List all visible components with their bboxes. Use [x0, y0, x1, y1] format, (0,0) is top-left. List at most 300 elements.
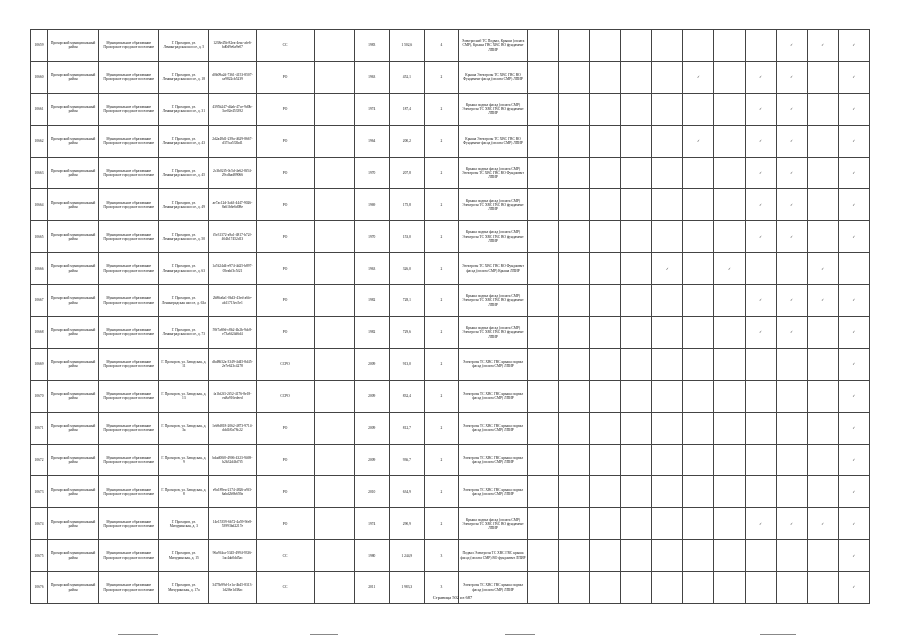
- empty-mark-cell: [652, 189, 683, 221]
- floors-cell: 2: [424, 476, 458, 508]
- row-number: 10675: [31, 540, 48, 572]
- check-mark-icon: ✓: [807, 30, 838, 62]
- check-mark-icon: ✓: [745, 125, 776, 157]
- build-year-cell: 2010: [354, 476, 389, 508]
- empty-mark-cell: [714, 61, 745, 93]
- empty-mark-cell: [714, 508, 745, 540]
- district-cell: Прохорский муниципальный район: [48, 572, 99, 604]
- area-cell: 153,0: [389, 221, 424, 253]
- empty-mark-cell: [652, 476, 683, 508]
- check-mark-icon: ✓: [838, 380, 869, 412]
- check-mark-icon: ✓: [776, 157, 807, 189]
- check-mark-icon: ✓: [838, 348, 869, 380]
- empty-mark-cell: [714, 412, 745, 444]
- guid-cell: bdad00f0-4906-4323-9469-b2b32d4bf7f5: [209, 444, 256, 476]
- address-cell: Г. Прохоров, ул. Мичуринская, д. 15: [159, 540, 209, 572]
- empty-mark-cell: [621, 125, 652, 157]
- area-cell: 812,7: [389, 412, 424, 444]
- municipality-cell: Муниципальное образование Прохорское городское поселение: [99, 221, 159, 253]
- build-year-cell: 1974: [354, 508, 389, 540]
- row-number: 10673: [31, 476, 48, 508]
- empty-mark-cell: [528, 93, 559, 125]
- scan-edge-mark: [760, 634, 796, 635]
- check-mark-icon: ✓: [745, 189, 776, 221]
- municipality-cell: Муниципальное образование Прохорское городское поселение: [99, 476, 159, 508]
- empty-mark-cell: [745, 380, 776, 412]
- guid-cell: e9a189ea-2174-4826-a9f3-6abd2b9b659a: [209, 476, 256, 508]
- scan-edge-mark: [118, 634, 158, 635]
- check-mark-icon: ✓: [745, 157, 776, 189]
- empty-mark-cell: [683, 317, 714, 349]
- row-number: 10664: [31, 189, 48, 221]
- build-year-cell: 1969: [354, 189, 389, 221]
- empty-mark-cell: [528, 317, 559, 349]
- municipality-cell: Муниципальное образование Прохорское городское поселение: [99, 380, 159, 412]
- floors-cell: 2: [424, 444, 458, 476]
- check-mark-icon: ✓: [807, 508, 838, 540]
- empty-mark-cell: [807, 125, 838, 157]
- build-year-cell: 1980: [354, 540, 389, 572]
- empty-mark-cell: [528, 253, 559, 285]
- build-year-cell: 2009: [354, 380, 389, 412]
- municipality-cell: Муниципальное образование Прохорское городское поселение: [99, 61, 159, 93]
- empty-mark-cell: [714, 380, 745, 412]
- row-number: 10666: [31, 253, 48, 285]
- table-row: [31, 189, 870, 221]
- empty-mark-cell: [590, 125, 621, 157]
- works-list-cell: Крыша подвал фасад (оплата СМР) Электроэн ТС ХВС ГВС ВО Фундамент ЛПИР: [458, 157, 527, 189]
- wall-material-cell: РО: [256, 317, 314, 349]
- empty-mark-cell: [745, 348, 776, 380]
- check-mark-icon: ✓: [776, 189, 807, 221]
- address-cell: Г. Прохоров, ул. Заводская, д. 11: [159, 348, 209, 380]
- row-number: 10672: [31, 444, 48, 476]
- guid-cell: 1eb9d818-2062-4873-9714-ddd1f0a78c22: [209, 412, 256, 444]
- empty-mark-cell: [776, 540, 807, 572]
- check-mark-icon: ✓: [776, 221, 807, 253]
- empty-mark-cell: [745, 253, 776, 285]
- check-mark-icon: ✓: [745, 61, 776, 93]
- check-mark-icon: ✓: [838, 540, 869, 572]
- empty-mark-cell: [776, 476, 807, 508]
- check-mark-icon: ✓: [745, 285, 776, 317]
- check-mark-icon: ✓: [838, 61, 869, 93]
- empty-mark-cell: [807, 157, 838, 189]
- municipality-cell: Муниципальное образование Прохорское городское поселение: [99, 93, 159, 125]
- empty-mark-cell: [714, 285, 745, 317]
- empty-mark-cell: [807, 317, 838, 349]
- floors-cell: 2: [424, 317, 458, 349]
- empty-mark-cell: [559, 189, 590, 221]
- empty-mark-cell: [652, 380, 683, 412]
- empty-cell: [314, 508, 354, 540]
- empty-mark-cell: [590, 476, 621, 508]
- district-cell: Прохорский муниципальный район: [48, 253, 99, 285]
- check-mark-icon: ✓: [776, 285, 807, 317]
- district-cell: Прохорский муниципальный район: [48, 125, 99, 157]
- floors-cell: 3: [424, 540, 458, 572]
- area-cell: 936,7: [389, 444, 424, 476]
- empty-mark-cell: [590, 412, 621, 444]
- empty-cell: [314, 540, 354, 572]
- row-number: 10659: [31, 30, 48, 62]
- floors-cell: 2: [424, 61, 458, 93]
- row-number: 10661: [31, 93, 48, 125]
- works-list-cell: Электроэн ТС ХВС ГВС ВО Фундамент фасад (оплата СМР) Крыша ЛПИР: [458, 253, 527, 285]
- empty-mark-cell: [652, 412, 683, 444]
- guid-cell: 14e15359-6b72-4a59-9fe8-53993bd2217e: [209, 508, 256, 540]
- floors-cell: 2: [424, 189, 458, 221]
- empty-mark-cell: [683, 380, 714, 412]
- empty-cell: [314, 30, 354, 62]
- address-cell: Г. Прохоров, ул. Ленинградская шоссе, д. 50: [159, 221, 209, 253]
- municipality-cell: Муниципальное образование Прохорское городское поселение: [99, 317, 159, 349]
- address-cell: Г. Прохоров, ул. Ленинградская шоссе, д. 31: [159, 93, 209, 125]
- wall-material-cell: РО: [256, 189, 314, 221]
- municipality-cell: Муниципальное образование Прохорское городское поселение: [99, 572, 159, 604]
- empty-cell: [314, 412, 354, 444]
- row-number: 10668: [31, 317, 48, 349]
- empty-mark-cell: [528, 476, 559, 508]
- register-table: [30, 29, 870, 604]
- empty-mark-cell: [528, 30, 559, 62]
- address-cell: Г. Прохоров, ул. Ленинградская шоссе, д. 43: [159, 125, 209, 157]
- table-row: [31, 412, 870, 444]
- works-list-cell: Крыша подвал фасад (оплата СМР) Электроэн ТС ХВС ГВС ВО фундамент ЛПИР: [458, 508, 527, 540]
- scan-edge-mark: [505, 634, 535, 635]
- build-year-cell: 1970: [354, 157, 389, 189]
- empty-mark-cell: [714, 540, 745, 572]
- wall-material-cell: РО: [256, 93, 314, 125]
- check-mark-icon: ✓: [776, 508, 807, 540]
- build-year-cell: 2009: [354, 444, 389, 476]
- guid-cell: 4395b247-d4ab-47ce-9d0b-3ce02e453392: [209, 93, 256, 125]
- empty-mark-cell: [590, 317, 621, 349]
- guid-cell: dbd8632a-3349-4d45-8d45-2e7e623c4278: [209, 348, 256, 380]
- empty-mark-cell: [559, 540, 590, 572]
- empty-mark-cell: [683, 285, 714, 317]
- works-list-cell: Электроэн ТС ХВС ГВС крыша подвал фасад (оплата СМР) ЛПИР: [458, 444, 527, 476]
- empty-mark-cell: [714, 125, 745, 157]
- wall-material-cell: РО: [256, 476, 314, 508]
- empty-mark-cell: [590, 508, 621, 540]
- empty-mark-cell: [590, 380, 621, 412]
- empty-mark-cell: [714, 476, 745, 508]
- area-cell: 452,1: [389, 61, 424, 93]
- area-cell: 207,8: [389, 157, 424, 189]
- empty-mark-cell: [807, 221, 838, 253]
- empty-mark-cell: [621, 444, 652, 476]
- empty-mark-cell: [590, 285, 621, 317]
- empty-mark-cell: [714, 93, 745, 125]
- address-cell: Г. Прохоров, ул. Ленинградская шоссе, д. 18: [159, 61, 209, 93]
- area-cell: 728,1: [389, 285, 424, 317]
- table-row: [31, 30, 870, 62]
- address-cell: Г. Прохоров, ул. Ленинградская шоссе, д. 63а: [159, 285, 209, 317]
- check-mark-icon: ✓: [838, 93, 869, 125]
- table-row: [31, 61, 870, 93]
- empty-mark-cell: [528, 221, 559, 253]
- check-mark-icon: ✓: [838, 285, 869, 317]
- guid-cell: 96a9f4ca-5345-4994-9336-1ac4ab0dd5ac: [209, 540, 256, 572]
- guid-cell: ae7ac12d-3ab3-4447-9026-8a61b6e6d08e: [209, 189, 256, 221]
- address-cell: Г. Прохоров, ул. Мичуринская, д. 17а: [159, 572, 209, 604]
- empty-cell: [314, 61, 354, 93]
- area-cell: 913,0: [389, 348, 424, 380]
- empty-cell: [314, 476, 354, 508]
- empty-mark-cell: [683, 157, 714, 189]
- empty-mark-cell: [621, 508, 652, 540]
- guid-cell: 3475b99d-1e1a-4b45-8313-1d2f6e1d38ac: [209, 572, 256, 604]
- table-row: [31, 93, 870, 125]
- empty-mark-cell: [559, 93, 590, 125]
- build-year-cell: 2009: [354, 348, 389, 380]
- empty-mark-cell: [652, 61, 683, 93]
- empty-mark-cell: [714, 30, 745, 62]
- empty-mark-cell: [528, 125, 559, 157]
- area-cell: 1 502,6: [389, 30, 424, 62]
- build-year-cell: 1982: [354, 285, 389, 317]
- works-list-cell: Крыша Электроэн ТС ХВС ГВС ВО Фундамент фасад (оплата СМР) ЛПИР: [458, 125, 527, 157]
- address-cell: Г. Прохоров, ул. Ленинградская шоссе, д. 73: [159, 317, 209, 349]
- floors-cell: 2: [424, 380, 458, 412]
- floors-cell: 2: [424, 93, 458, 125]
- empty-mark-cell: [559, 157, 590, 189]
- empty-mark-cell: [776, 380, 807, 412]
- guid-cell: 59f7a69d-c8b2-4b2b-9dc8-e73a6f24d6d4: [209, 317, 256, 349]
- table-row: [31, 476, 870, 508]
- municipality-cell: Муниципальное образование Прохорское городское поселение: [99, 125, 159, 157]
- check-mark-icon: ✓: [838, 30, 869, 62]
- empty-mark-cell: [652, 285, 683, 317]
- empty-mark-cell: [621, 61, 652, 93]
- empty-mark-cell: [807, 380, 838, 412]
- works-list-cell: Электроснаб ТС Подвал, Крыши (оплата СМР), Крыша ГВС ХВС ВО фундамент ЛПИР: [458, 30, 527, 62]
- table-row: [31, 221, 870, 253]
- empty-mark-cell: [652, 157, 683, 189]
- empty-mark-cell: [559, 125, 590, 157]
- floors-cell: 2: [424, 221, 458, 253]
- floors-cell: 2: [424, 508, 458, 540]
- wall-material-cell: СС: [256, 572, 314, 604]
- area-cell: 290,9: [389, 508, 424, 540]
- empty-mark-cell: [683, 253, 714, 285]
- check-mark-icon: ✓: [776, 30, 807, 62]
- wall-material-cell: СС: [256, 540, 314, 572]
- municipality-cell: Муниципальное образование Прохорское городское поселение: [99, 285, 159, 317]
- municipality-cell: Муниципальное образование Прохорское городское поселение: [99, 444, 159, 476]
- empty-mark-cell: [807, 348, 838, 380]
- empty-mark-cell: [621, 317, 652, 349]
- empty-mark-cell: [621, 540, 652, 572]
- guid-cell: fa1bf2f3-2f52-4176-8e18-ea8a916edeed: [209, 380, 256, 412]
- empty-mark-cell: [652, 221, 683, 253]
- address-cell: Г. Прохоров, ул. Мичуринская, д. 3: [159, 508, 209, 540]
- empty-cell: [314, 444, 354, 476]
- address-cell: Г. Прохоров, ул. Ленинградская шоссе, д. 63: [159, 253, 209, 285]
- works-list-cell: Крыша подвал фасад (оплата СМР) Электроэн ТС ХВС ГВС ВО фундамент ЛПИР: [458, 221, 527, 253]
- wall-material-cell: РО: [256, 444, 314, 476]
- floors-cell: 2: [424, 125, 458, 157]
- district-cell: Прохорский муниципальный район: [48, 540, 99, 572]
- table-row: [31, 508, 870, 540]
- empty-mark-cell: [528, 157, 559, 189]
- scan-edge-mark: [310, 634, 338, 635]
- table-row: [31, 317, 870, 349]
- check-mark-icon: ✓: [838, 221, 869, 253]
- check-mark-icon: ✓: [807, 253, 838, 285]
- area-cell: 832,4: [389, 380, 424, 412]
- build-year-cell: 1982: [354, 317, 389, 349]
- empty-mark-cell: [807, 540, 838, 572]
- empty-mark-cell: [559, 508, 590, 540]
- municipality-cell: Муниципальное образование Прохорское городское поселение: [99, 253, 159, 285]
- check-mark-icon: ✓: [776, 125, 807, 157]
- empty-mark-cell: [683, 30, 714, 62]
- empty-mark-cell: [528, 61, 559, 93]
- wall-material-cell: ССРО: [256, 380, 314, 412]
- floors-cell: 2: [424, 157, 458, 189]
- empty-cell: [314, 157, 354, 189]
- empty-mark-cell: [590, 93, 621, 125]
- empty-mark-cell: [559, 30, 590, 62]
- empty-mark-cell: [683, 348, 714, 380]
- empty-mark-cell: [807, 444, 838, 476]
- check-mark-icon: ✓: [838, 157, 869, 189]
- guid-cell: f5e31372-a9a1-4817-b72f-464b17452d13: [209, 221, 256, 253]
- empty-mark-cell: [745, 444, 776, 476]
- empty-mark-cell: [559, 476, 590, 508]
- check-mark-icon: ✓: [838, 508, 869, 540]
- empty-mark-cell: [528, 380, 559, 412]
- empty-mark-cell: [807, 61, 838, 93]
- address-cell: Г. Прохоров, ул. Заводская, д. 8: [159, 476, 209, 508]
- check-mark-icon: ✓: [838, 317, 869, 349]
- floors-cell: 3: [424, 572, 458, 604]
- empty-mark-cell: [621, 93, 652, 125]
- municipality-cell: Муниципальное образование Прохорское городское поселение: [99, 348, 159, 380]
- register-rows: [31, 30, 870, 604]
- floors-cell: 2: [424, 412, 458, 444]
- empty-mark-cell: [528, 540, 559, 572]
- district-cell: Прохорский муниципальный район: [48, 412, 99, 444]
- row-number: 10667: [31, 285, 48, 317]
- row-number: 10662: [31, 125, 48, 157]
- empty-mark-cell: [683, 189, 714, 221]
- district-cell: Прохорский муниципальный район: [48, 508, 99, 540]
- check-mark-icon: ✓: [776, 317, 807, 349]
- district-cell: Прохорский муниципальный район: [48, 285, 99, 317]
- build-year-cell: 1964: [354, 125, 389, 157]
- row-number: 10671: [31, 412, 48, 444]
- wall-material-cell: РО: [256, 157, 314, 189]
- empty-mark-cell: [652, 444, 683, 476]
- district-cell: Прохорский муниципальный район: [48, 93, 99, 125]
- empty-cell: [314, 380, 354, 412]
- empty-mark-cell: [652, 30, 683, 62]
- empty-mark-cell: [745, 30, 776, 62]
- floors-cell: 2: [424, 285, 458, 317]
- empty-mark-cell: [528, 285, 559, 317]
- area-cell: 634,9: [389, 476, 424, 508]
- empty-mark-cell: [683, 93, 714, 125]
- works-list-cell: Крыша подвал фасад (оплата СМР) Электроэн ТС ХВС ГВС ВО фундамент ЛПИР: [458, 189, 527, 221]
- check-mark-icon: ✓: [838, 189, 869, 221]
- row-number: 10669: [31, 348, 48, 380]
- guid-cell: d0b09a2d-7361-4153-8507-ca9822cb5239: [209, 61, 256, 93]
- address-cell: Г. Прохоров, ул. Ленинградская шоссе, д. 45: [159, 157, 209, 189]
- empty-mark-cell: [590, 540, 621, 572]
- empty-mark-cell: [745, 540, 776, 572]
- wall-material-cell: ССРО: [256, 348, 314, 380]
- table-row: [31, 285, 870, 317]
- check-mark-icon: ✓: [683, 61, 714, 93]
- build-year-cell: 2009: [354, 412, 389, 444]
- empty-mark-cell: [652, 93, 683, 125]
- empty-mark-cell: [776, 253, 807, 285]
- empty-cell: [314, 348, 354, 380]
- area-cell: 200,2: [389, 125, 424, 157]
- district-cell: Прохорский муниципальный район: [48, 221, 99, 253]
- works-list-cell: Крыша подвал фасад (оплата СМР) Электроэн ТС ХВС ГВС ВО фундамент ЛПИР: [458, 285, 527, 317]
- check-mark-icon: ✓: [745, 508, 776, 540]
- floors-cell: 2: [424, 253, 458, 285]
- empty-mark-cell: [559, 412, 590, 444]
- district-cell: Прохорский муниципальный район: [48, 157, 99, 189]
- row-number: 10674: [31, 508, 48, 540]
- check-mark-icon: ✓: [745, 221, 776, 253]
- district-cell: Прохорский муниципальный район: [48, 317, 99, 349]
- empty-mark-cell: [776, 444, 807, 476]
- check-mark-icon: ✓: [838, 476, 869, 508]
- empty-mark-cell: [745, 476, 776, 508]
- works-list-cell: Электроэн ТС ХВС ГВС крыша подвал фасад (оплата СМР) ЛПИР: [458, 348, 527, 380]
- empty-mark-cell: [590, 348, 621, 380]
- empty-mark-cell: [683, 221, 714, 253]
- wall-material-cell: РО: [256, 253, 314, 285]
- municipality-cell: Муниципальное образование Прохорское городское поселение: [99, 412, 159, 444]
- guid-cell: 2c3b02f5-0c5d-4e62-8f54-29cdbad89066: [209, 157, 256, 189]
- empty-mark-cell: [652, 317, 683, 349]
- municipality-cell: Муниципальное образование Прохорское городское поселение: [99, 157, 159, 189]
- empty-cell: [314, 253, 354, 285]
- empty-mark-cell: [807, 412, 838, 444]
- empty-mark-cell: [807, 93, 838, 125]
- empty-mark-cell: [528, 444, 559, 476]
- works-list-cell: Крыша подвал фасад (оплата СМР) Электроэн ТС ХВС ГВС ВО фундамент ЛПИР: [458, 93, 527, 125]
- works-list-cell: Крыша подвал фасад (оплата СМР) Электроэн ТС ХВС ГВС ВО фундамент ЛПИР: [458, 317, 527, 349]
- empty-mark-cell: [621, 412, 652, 444]
- empty-mark-cell: [621, 189, 652, 221]
- build-year-cell: 1970: [354, 221, 389, 253]
- empty-mark-cell: [714, 221, 745, 253]
- district-cell: Прохорский муниципальный район: [48, 30, 99, 62]
- empty-mark-cell: [559, 285, 590, 317]
- works-list-cell: Крыша Электроэн ТС ХВС ГВС ВО Фундамент фасад (оплата СМР) ЛПИР: [458, 61, 527, 93]
- municipality-cell: Муниципальное образование Прохорское городское поселение: [99, 508, 159, 540]
- guid-cell: 1238e45b-82ea-4eac-afe6-bd0d9e6a9e07: [209, 30, 256, 62]
- register-sheet: [30, 29, 870, 604]
- district-cell: Прохорский муниципальный район: [48, 348, 99, 380]
- empty-mark-cell: [590, 189, 621, 221]
- empty-mark-cell: [807, 476, 838, 508]
- empty-cell: [314, 221, 354, 253]
- wall-material-cell: РО: [256, 285, 314, 317]
- district-cell: Прохорский муниципальный район: [48, 61, 99, 93]
- works-list-cell: Электроэн ТС ХВС ГВС крыша подвал фасад (оплата СМР) ЛПИР: [458, 476, 527, 508]
- wall-material-cell: РО: [256, 221, 314, 253]
- empty-cell: [314, 125, 354, 157]
